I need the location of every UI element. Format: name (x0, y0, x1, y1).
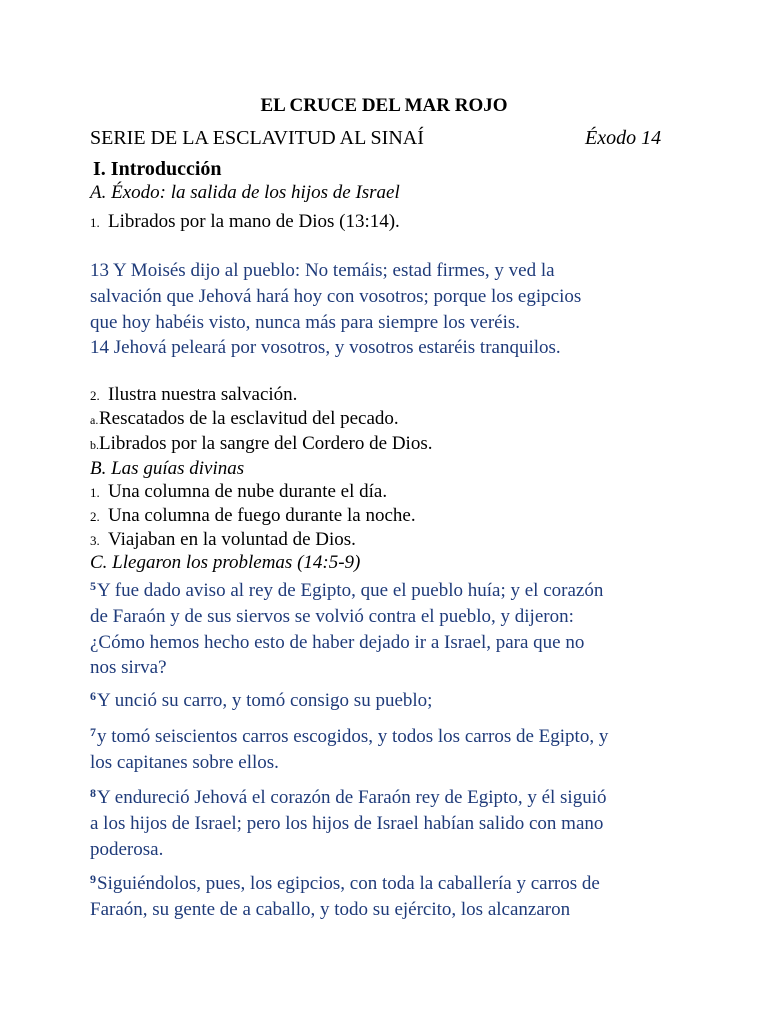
verse-7-line: los capitanes sobre ellos. (90, 752, 279, 773)
verse-8-line: poderosa. (90, 839, 164, 860)
verse-5-line (90, 579, 603, 603)
verse-14-line: 14 Jehová peleará por vosotros, y vosotros estaréis tranquilos. (90, 337, 561, 358)
verse-7-line (90, 725, 608, 749)
list-item (90, 210, 400, 235)
verse-number: 5 (90, 579, 96, 593)
series-title: SERIE DE LA ESCLAVITUD AL SINAÍ (90, 127, 424, 149)
subheading-c: C. Llegaron los problemas (14:5-9) (90, 552, 361, 573)
verse-5-line: ¿Cómo hemos hecho esto de haber dejado ir a Israel, para que no (90, 632, 585, 653)
list-item-text: Rescatados de la esclavitud del pecado. (99, 408, 399, 429)
list-item (90, 504, 416, 529)
verse-text: y tomó seiscientos carros escogidos, y todos los carros de Egipto, y (97, 726, 609, 747)
verse-13-line: que hoy habéis visto, nunca más para siempre los veréis. (90, 312, 521, 333)
subheading-a: A. Éxodo: la salida de los hijos de Israel (90, 182, 400, 203)
list-item-text: Ilustra nuestra salvación. (108, 384, 298, 405)
list-number: 1. (90, 485, 100, 500)
list-item-text: Una columna de nube durante el día. (108, 481, 388, 502)
list-item-text: Viajaban en la voluntad de Dios. (108, 529, 356, 550)
verse-number: 6 (90, 689, 96, 703)
verse-number: 8 (90, 786, 96, 800)
list-item (90, 480, 387, 505)
list-item-text: Librados por la sangre del Cordero de Dios. (99, 433, 433, 454)
section-heading-introduction: I. Introducción (93, 158, 222, 180)
verse-text: Y unció su carro, y tomó consigo su pueblo; (97, 690, 433, 711)
list-item-text: Librados por la mano de Dios (13:14). (108, 211, 400, 232)
verse-number: 7 (90, 725, 96, 739)
verse-9-line (90, 872, 600, 896)
list-number: 2. (90, 388, 100, 403)
list-number: 1. (90, 215, 100, 230)
verse-8-line (90, 786, 606, 810)
list-item (90, 407, 399, 432)
list-item (90, 432, 432, 457)
verse-13-line: salvación que Jehová hará hoy con vosotros; porque los egipcios (90, 286, 582, 307)
verse-13-line: 13 Y Moisés dijo al pueblo: No temáis; estad firmes, y ved la (90, 260, 555, 281)
verse-9-line: Faraón, su gente de a caballo, y todo su ejército, los alcanzaron (90, 899, 571, 920)
list-letter: b. (90, 438, 99, 452)
subheading-b: B. Las guías divinas (90, 458, 245, 479)
list-item (90, 528, 356, 553)
list-letter: a. (90, 413, 99, 427)
document-title: EL CRUCE DEL MAR ROJO (260, 95, 508, 116)
verse-text: Siguiéndolos, pues, los egipcios, con toda la caballería y carros de (97, 873, 600, 894)
verse-number: 9 (90, 872, 96, 886)
verse-text: Y endureció Jehová el corazón de Faraón rey de Egipto, y él siguió (97, 787, 607, 808)
scripture-reference: Éxodo 14 (585, 127, 662, 149)
verse-5-line: nos sirva? (90, 657, 167, 678)
verse-text: Y fue dado aviso al rey de Egipto, que el pueblo huía; y el corazón (97, 580, 604, 601)
verse-6-line (90, 689, 432, 713)
list-number: 2. (90, 509, 100, 524)
list-item (90, 383, 297, 408)
verse-8-line: a los hijos de Israel; pero los hijos de Israel habían salido con mano (90, 813, 604, 834)
verse-5-line: de Faraón y de sus siervos se volvió contra el pueblo, y dijeron: (90, 606, 574, 627)
list-item-text: Una columna de fuego durante la noche. (108, 505, 416, 526)
list-number: 3. (90, 533, 100, 548)
